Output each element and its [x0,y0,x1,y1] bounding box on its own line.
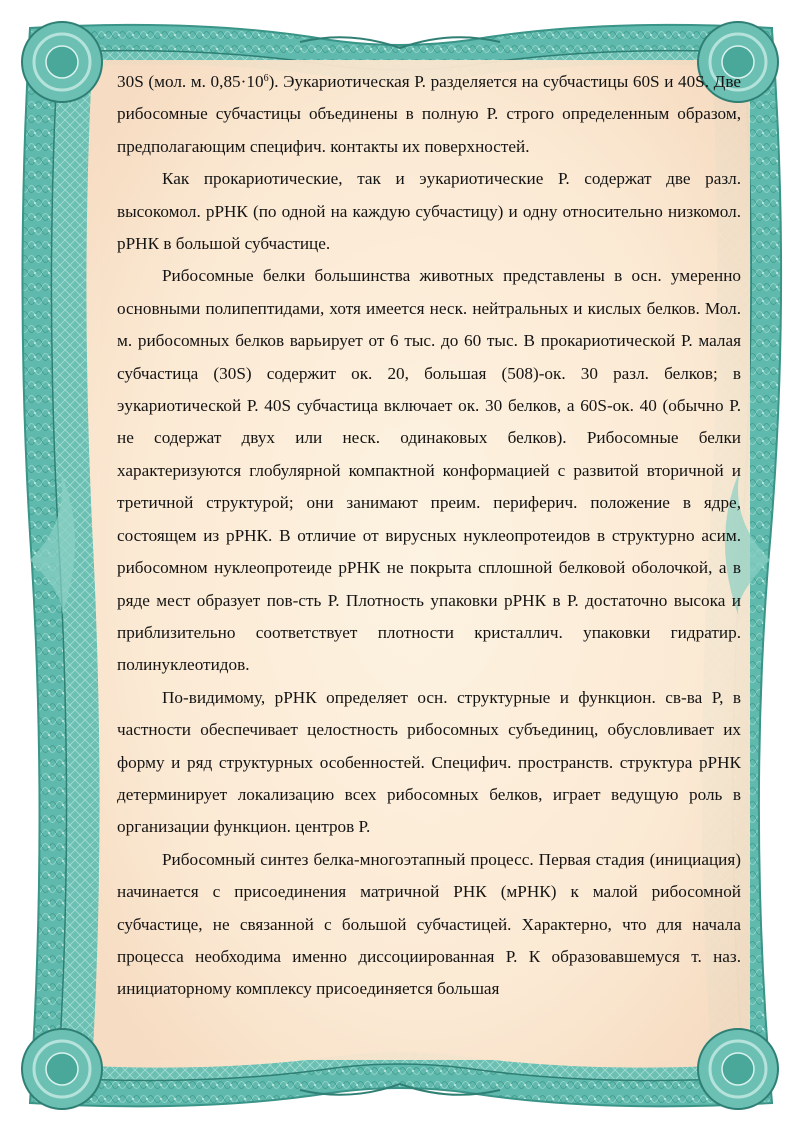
superscript-exponent: 6 [263,73,269,84]
rosette-icon [698,1029,778,1109]
body-paragraph [117,260,741,681]
body-paragraph [117,66,741,163]
paragraph-text: Рибосомный синтез белка-многоэтапный процесс. Первая стадия (инициация) начинается с присоединения матричной РНК (мРНК) к малой рибосомной субчастице, не связанной с большой субчастицей. Характерно, что для начала процесса необходима именно диссоциированная Р. К образовавшемуся т. наз. инициаторному комплексу присоединяется большая [117,849,741,999]
document-body [117,66,741,1006]
rosette-icon [22,1029,102,1109]
body-paragraph [117,844,741,1006]
paragraph-text: ). Эукариотическая Р. разделяется на субчастицы 60S и 40S. Две рибосомные субчастицы объединены в полную Р. строго определенным образом, предполагающим специфич. контакты их поверхностей. [117,72,742,156]
body-paragraph [117,163,741,260]
paragraph-text: 30S (мол. м. 0,85·10 [117,72,264,91]
paragraph-text: Рибосомные белки большинства животных представлены в осн. умеренно основными полипептидами, хотя имеется неск. нейтральных и кислых белков. Мол. м. рибосомных белков варьирует от 6 тыс. до 60 тыс. В прокариотической Р. малая субчастица (30S) содержит ок. 20, большая (508)-ок. 30 разл. белков; в эукариотической Р. 40S субчастица включает ок. 30 белков, а 60S-ок. 40 (обычно Р. не содержат двух или неск. одинаковых белков). Рибосомные белки характеризуются глобулярной компактной конформацией с развитой вторичной и третичной структурой; они занимают преим. периферич. положение в ядре, состоящем из рРНК. В отличие от вирусных нуклеопротеидов в структурно асим. рибосомном нуклеопротеиде рРНК не покрыта сплошной белковой оболочкой, а в ряде мест образует пов-сть Р. Плотность упаковки рРНК в Р. достаточно высока и приблизительно соответствует плотности кристаллич. упаковки гидратир. полинуклеотидов. [117,266,741,675]
rosette-icon [22,22,102,102]
paragraph-text: Как прокариотические, так и эукариотические Р. содержат две разл. высокомол. рРНК (по одной на каждую субчастицу) и одну относительно низкомол. рРНК в большой субчастице. [117,169,741,254]
paragraph-text: По-видимому, рРНК определяет осн. структурные и функцион. св-ва Р, в частности обеспечивает целостность рибосомных субъединиц, обусловливает их форму и ряд структурных особенностей. Специфич. пространств. структура рРНК детерминирует локализацию всех рибосомных белков, играет ведущую роль в организации функцион. центров Р. [117,687,741,837]
body-paragraph [117,682,741,844]
